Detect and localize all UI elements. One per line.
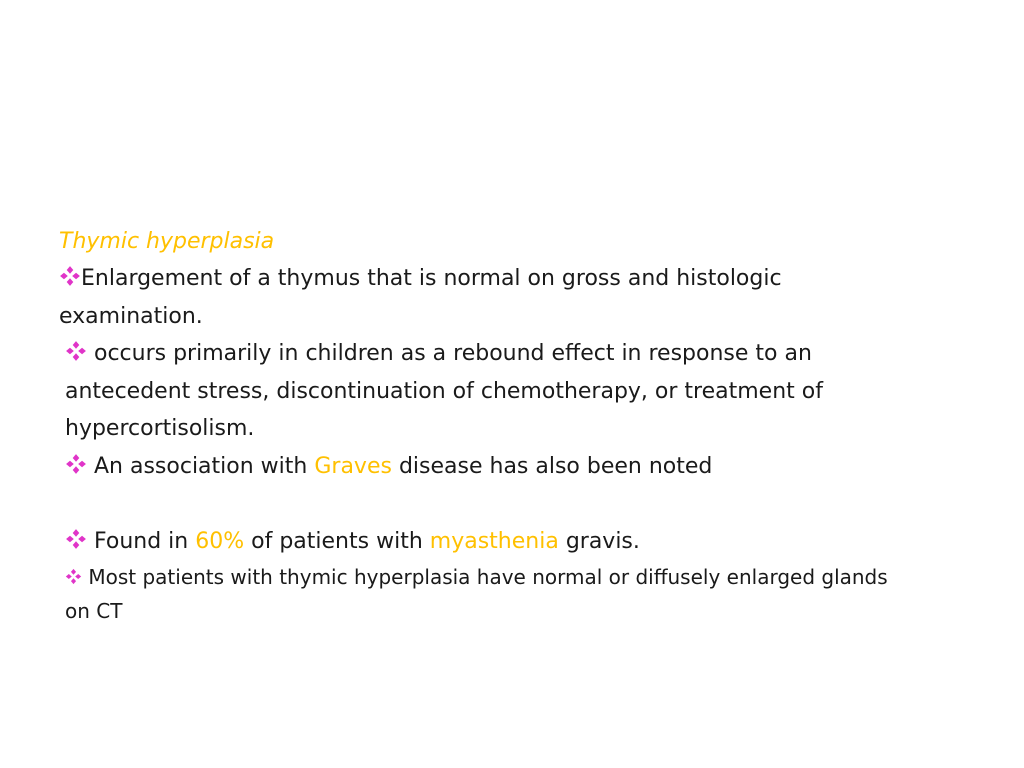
bullet-point-3 [59, 448, 899, 486]
bullet-text: An association with [94, 453, 308, 479]
highlight-graves: Graves [314, 453, 392, 479]
bullet-text: of patients with [251, 528, 423, 554]
four-diamond-bullet-icon [65, 453, 87, 475]
four-diamond-bullet-icon [65, 340, 87, 362]
bullet-point-4 [59, 523, 899, 561]
bullet-point-5 [59, 560, 899, 628]
highlight-myasthenia: myasthenia [429, 528, 559, 554]
spacer [59, 485, 899, 523]
bullet-text: Most patients with thymic hyperplasia have normal or diffusely enlarged glands on CT [65, 565, 888, 623]
bullet-point-2 [59, 335, 899, 448]
four-diamond-bullet-icon [59, 265, 81, 287]
four-diamond-bullet-icon [65, 568, 82, 585]
bullet-text: occurs primarily in children as a rebound effect in response to an antecedent stress, discontinuation of chemotherapy, or treatment of hypercortisolism. [65, 341, 823, 441]
slide-heading [59, 226, 899, 260]
bullet-text: disease has also been noted [398, 453, 713, 479]
highlight-percent: 60% [195, 528, 245, 554]
bullet-text: Enlargement of a thymus that is normal on gross and histologic examination. [59, 266, 782, 329]
four-diamond-bullet-icon [65, 528, 87, 550]
slide-body [59, 226, 899, 628]
bullet-text: gravis. [565, 528, 640, 554]
heading-text: Thymic hyperplasia [59, 229, 275, 254]
bullet-text: Found in [94, 528, 189, 554]
bullet-point-1 [59, 260, 899, 335]
